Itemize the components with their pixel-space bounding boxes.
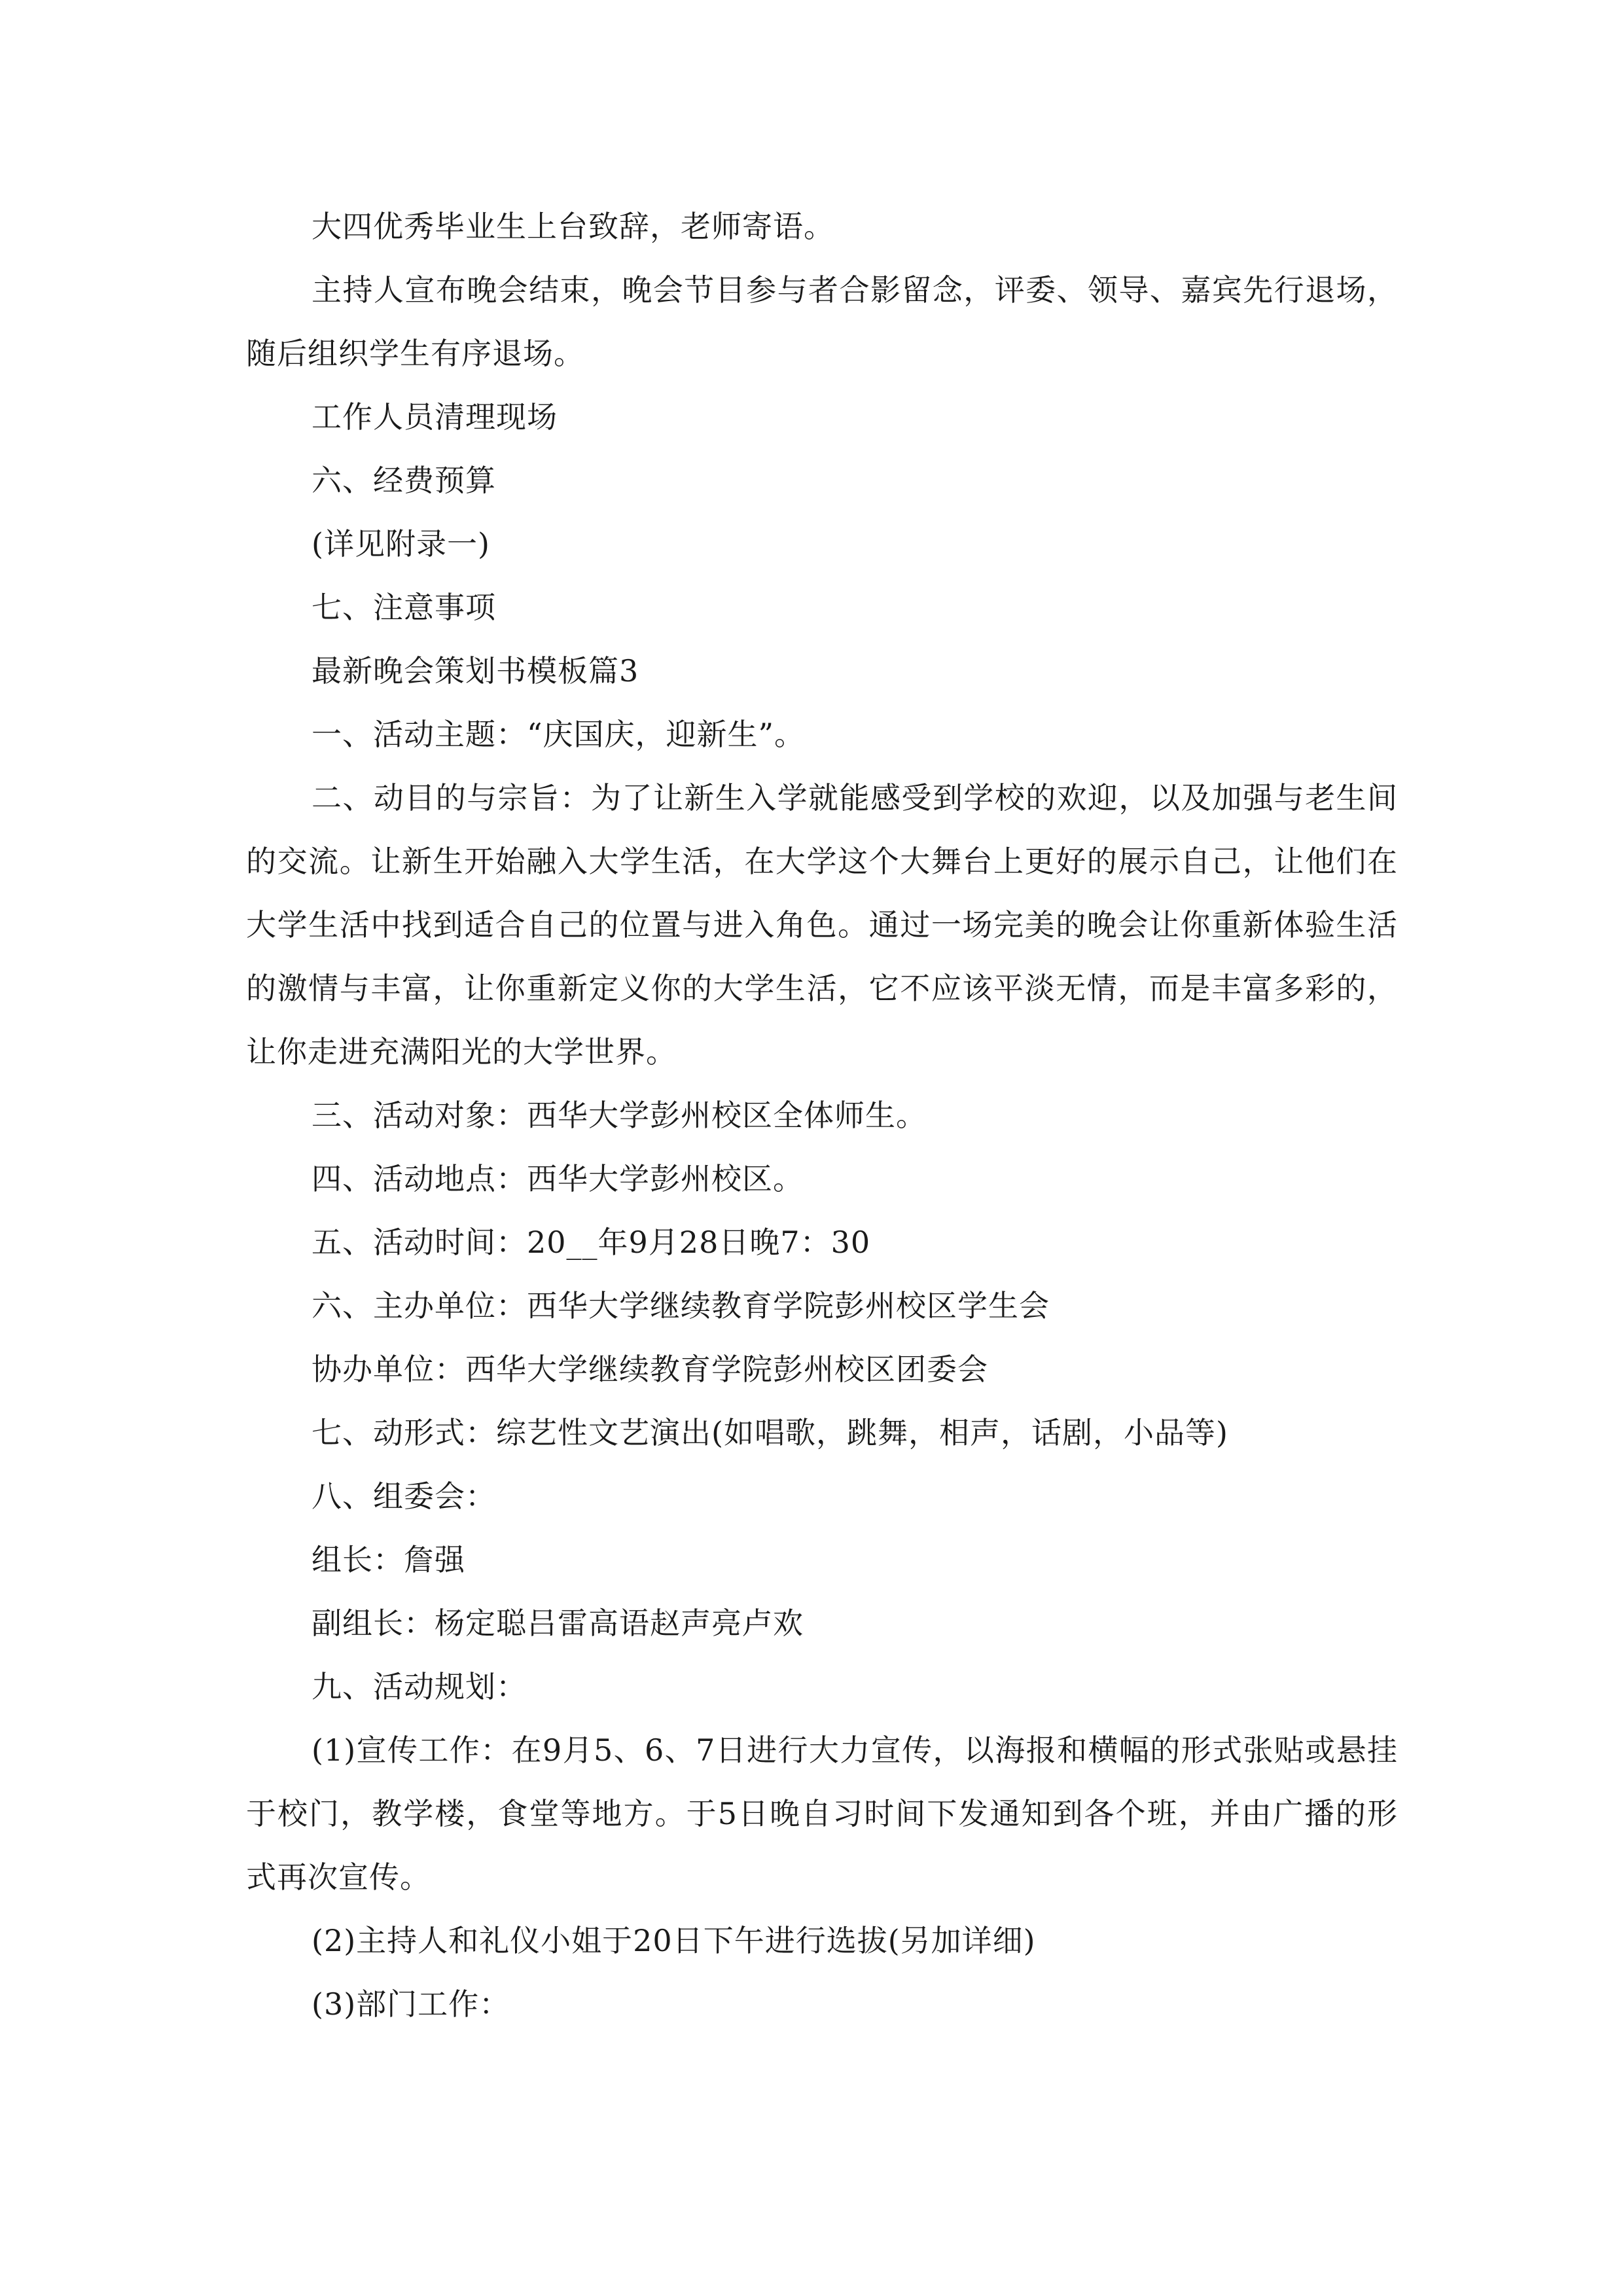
paragraph-audience: 三、活动对象：西华大学彭州校区全体师生。 — [312, 1098, 927, 1133]
heading-template-3: 最新晚会策划书模板篇3 — [312, 653, 639, 689]
paragraph-purpose: 二、动目的与宗旨：为了让新生入学就能感受到学校的欢迎，以及加强与老生间的交流。让新生开始融入大学生活，在大学这个大舞台上更好的展示自己，让他们在大学生活中找到适合自己的位置与进入角色。通过一场完美的晚会让你重新体验生活的激情与丰富，让你重新定义你的大学生活，它不应该平淡无情，而是丰富多彩的，让你走进充满阳光的大学世界。 — [246, 780, 1398, 1069]
heading-planning: 九、活动规划： — [312, 1669, 527, 1704]
paragraph-budget-appendix: (详见附录一) — [312, 526, 490, 562]
heading-committee: 八、组委会： — [312, 1479, 496, 1514]
paragraph-deputy-leaders: 副组长：杨定聪吕雷高语赵声亮卢欢 — [312, 1605, 804, 1641]
paragraph-format: 七、动形式：综艺性文艺演出(如唱歌，跳舞，相声，话剧，小品等) — [312, 1415, 1228, 1450]
heading-notes: 七、注意事项 — [312, 590, 496, 625]
heading-budget: 六、经费预算 — [312, 463, 496, 498]
paragraph-closing-speech: 大四优秀毕业生上台致辞，老师寄语。 — [312, 209, 834, 244]
paragraph-department-work: (3)部门工作： — [312, 1986, 510, 2022]
paragraph-organizer: 六、主办单位：西华大学继续教育学院彭州校区学生会 — [312, 1288, 1050, 1323]
paragraph-publicity: (1)宣传工作：在9月5、6、7日进行大力宣传，以海报和横幅的形式张贴或悬挂于校门，教学楼，食堂等地方。于5日晚自习时间下发通知到各个班，并由广播的形式再次宣传。 — [246, 1732, 1398, 1895]
paragraph-host-selection: (2)主持人和礼仪小姐于20日下午进行选拔(另加详细) — [312, 1923, 1036, 1958]
paragraph-host-announcement: 主持人宣布晚会结束，晚会节目参与者合影留念，评委、领导、嘉宾先行退场，随后组织学生有序退场。 — [246, 272, 1398, 371]
paragraph-theme: 一、活动主题：“庆国庆，迎新生”。 — [312, 717, 806, 752]
paragraph-venue-cleanup: 工作人员清理现场 — [312, 399, 558, 435]
paragraph-time: 五、活动时间：20__年9月28日晚7：30 — [312, 1225, 871, 1260]
paragraph-location: 四、活动地点：西华大学彭州校区。 — [312, 1161, 804, 1196]
paragraph-team-leader: 组长：詹强 — [312, 1542, 465, 1577]
paragraph-co-organizer: 协办单位：西华大学继续教育学院彭州校区团委会 — [312, 1352, 988, 1387]
document-body — [246, 195, 1398, 2036]
